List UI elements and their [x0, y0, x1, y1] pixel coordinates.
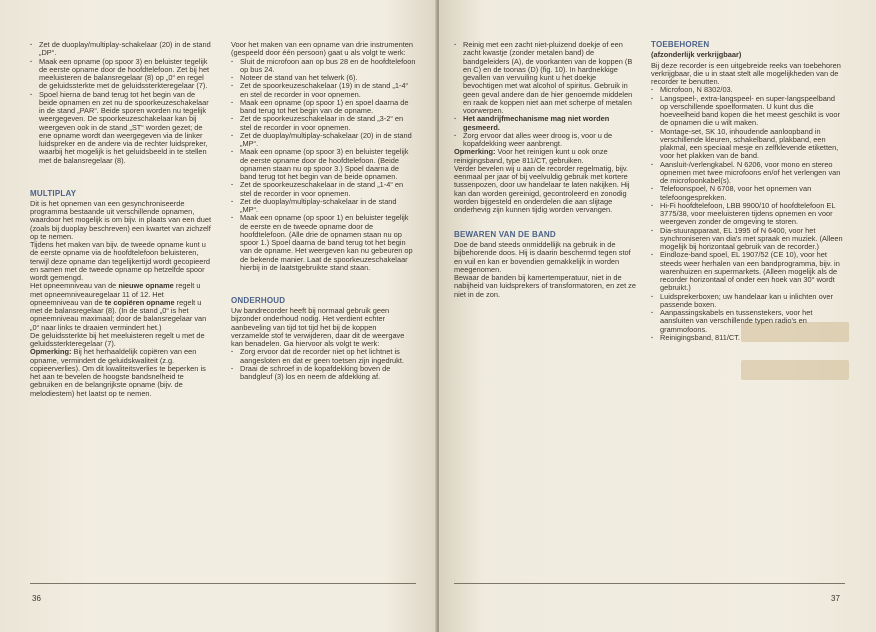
paragraph: Tijdens het maken van bijv. de tweede opname kunt u de eerste opname via de hoofdtelefoon beluisteren, terwijl deze opname dan tegelijkertijd wordt gecopieerd en samen met de tweede opname op hetzelfde spoor wordt gemengd.: [30, 240, 210, 282]
paragraph: Doe de band steeds onmiddellijk na gebruik in de bijbehorende doos. Hij is daarin beschermd tegen stof en vuil en kan er bovendien gemakkelijk in worden meegenomen.: [454, 240, 631, 274]
bullet-item: · Draai de schroef in de kopafdekking boven de bandgleuf (3) los en neem de afdekking af.: [231, 365, 416, 382]
bullet-item: · Luidsprekerboxen; uw handelaar kan u inlichten over passende boxen.: [651, 293, 845, 310]
bullet-item: · Zet de spoorkeuzeschakelaar in de stand „3-2“ en stel de recorder in voor opnemen.: [231, 115, 416, 132]
bullet-item: · Zet de spoorkeuzeschakelaar in de stand „1-4“ en stel de recorder in voor opnemen.: [231, 181, 416, 198]
spacer: [30, 173, 212, 181]
bullet-item: · Hi-Fi hoofdtelefoon, LBB 9900/10 of hoofdtelefoon EL 3775/38, voor meeluisteren tijdens opnemen en voor weergeven zonder de omgeving te storen.: [651, 202, 845, 227]
spacer: [30, 165, 212, 173]
paragraph: Opmerking: Bij het herhaaldelijk copiëren van een opname, vermindert de geluidskwaliteit (z.g. copieerverlies). Om dit kwaliteitsverlies te beperken is het aan te bevelen de hoogste bandsnelheid te gebruiken en de belangrijkste opname (bijv. de melodiestem) het laatst op te nemen.: [30, 347, 206, 398]
bullet-item: · Zet de duoplay/multiplay-schakelaar (20) in de stand „DP“.: [30, 41, 212, 58]
left-page-number: 36: [32, 594, 41, 603]
bullet-item: · Maak een opname (op spoor 1) en spoel daarna de band terug tot het begin van de opname.: [231, 99, 416, 116]
bullet-item: · Maak een opname (op spoor 3) en beluister tegelijk de eerste opname door de hoofdtelefoon. Zet bij het meeluisteren de balansregelaar (8) op „0“ en regel de geluidssterkte met de geluidssterkteregelaar (7).: [30, 58, 212, 91]
bullet-item: · Zet de spoorkeuzeschakelaar (19) in de stand „1-4“ en stel de recorder in voor opnemen.: [231, 82, 416, 99]
spacer: [231, 280, 416, 288]
bullet-item: · Spoel hierna de band terug tot het begin van de beide opnamen en zet nu de spoorkeuzeschakelaar in de stand „PAR“. Beide sporen worden nu tegelijk weergegeven. De spoorkeuzeschakelaar kan bij weergeven ook in de stand „ST“ worden gezet; de ene opname wordt dan weergegeven via de linker luidspreker en de andere via de rechter luidspreker, waarbij het mogelijk is het geluidsbeeld in te stellen met de balansregelaar (8).: [30, 91, 212, 165]
left-page-column-1: [30, 41, 212, 398]
bullet-item: · Reinig met een zacht niet-pluizend doekje of een zacht kwastje (zonder metalen band) de bandgeleiders (A), de voorkanten van de koppen (B en C) en de toonas (D) (fig. 10). In hardnekkige gevallen van vervuiling kunt u het doekje bevochtigen met wat alcohol of spiritus. Gebruik in geen geval andere dan de hier genoemde middelen en raak de koppen niet aan met scherpe of metalen voorwerpen.: [454, 41, 636, 115]
bullet-item: · Aansluit-/verlengkabel. N 6206, voor mono en stereo opnemen met twee microfoons en/of het verlengen van de microfoonkabel(s).: [651, 161, 845, 186]
left-page-column-2: [231, 41, 416, 381]
highlight-mark: [741, 360, 849, 380]
bullet-item: · Maak een opname (op spoor 3) en beluister tegelijk de eerste opname door de hoofdtelefoon. (Beide opnamen staan nu op spoor 3.) Spoel daarna de band terug tot het begin van de beide opnamen.: [231, 148, 416, 181]
section-heading: BEWAREN VAN DE BAND: [454, 229, 556, 239]
bullet-item: · Eindloze-band spoel, EL 1907/52 (CE 10), voor het steeds weer herhalen van een bandprogramma, bijv. in warenhuizen en supermarkets. (Alleen mogelijk als de recorder horizontaal of onder een hoek van 30° wordt gebruikt.): [651, 251, 845, 292]
paragraph: Uw bandrecorder heeft bij normaal gebruik geen bijzonder onderhoud nodig. Het verdient echter aanbeveling van tijd tot tijd het bij de koppen verzamelde stof te verwijderen, daar dit de weergave kan benadelen. Ga hiervoor als volgt te werk:: [231, 306, 405, 348]
bullet-item: · Telefoonspoel, N 6708, voor het opnemen van telefoongesprekken.: [651, 185, 845, 202]
bullet-item: · Microfoon, N 8302/03.: [651, 86, 845, 94]
paragraph: Verder bevelen wij u aan de recorder regelmatig, bijv. eenmaal per jaar of bij veelvuldig gebruik met kortere tussenpozen, door uw handelaar te laten nakijken. Hij kan dan worden gereinigd, gecontroleerd en zonodig worden bijgesteld en onderdelen die aan slijtage onderhevig zijn kunnen tijdig worden vervangen.: [454, 163, 630, 214]
bullet-item: · Dia-stuurapparaat, EL 1995 of N 6400, voor het synchroniseren van dia's met spraak en muziek. (Alleen mogelijk bij horizontaal gebruik van de recorder.): [651, 227, 845, 252]
paragraph: Opmerking: Voor het reinigen kunt u ook onze reinigingsband, type 811/CT, gebruiken.: [454, 147, 608, 165]
right-page-number: 37: [831, 594, 840, 603]
spacer: [231, 272, 416, 280]
paragraph: Voor het maken van een opname van drie instrumenten (gespeeld door één persoon) gaat u als volgt te werk:: [231, 40, 414, 58]
right-page-column-1: [454, 41, 636, 299]
spacer: [454, 214, 636, 222]
section-heading: MULTIPLAY: [30, 188, 77, 198]
bullet-item: · Zorg ervoor dat de recorder niet op het lichtnet is aangesloten en dat er geen toetsen zijn ingedrukt.: [231, 348, 416, 365]
bullet-item: · Langspeel-, extra-langspeel- en super-langspeelband op verschillende spoelformaten. U kunt dus die hoeveelheid band kopen die het meest geschikt is voor de opnamen die u wilt maken.: [651, 95, 845, 128]
bullet-item: · Sluit de microfoon aan op bus 28 en de hoofdtelefoon op bus 24.: [231, 58, 416, 75]
paragraph: Het opneemniveau van de nieuwe opname regelt u met opneemniveauregelaar 11 of 12. Het opneemniveau van de te copiëren opname regelt u met de balansregelaar (8). (In de stand „0“ is het opneemniveau maximaal; door de balansregelaar van „0“ naar links te draaien vermindert het.): [30, 281, 207, 332]
paragraph: De geluidssterkte bij het meeluisteren regelt u met de geluidssterkteregelaar (7).: [30, 330, 205, 348]
bullet-item: · Noteer de stand van het telwerk (6).: [231, 74, 416, 82]
right-page: [439, 0, 876, 632]
bullet-item: · Maak een opname (op spoor 1) en beluister tegelijk de eerste en de tweede opname door de hoofdtelefoon. (Alle drie de opnamen staan nu op spoor 1.) Spoel daarna de band terug tot het begin van de opname. Het weergeven kan nu gebeuren op de bekende manier. Laat de spoorkeuzeschakelaar hierbij in de laatstgebruikte stand staan.: [231, 214, 416, 272]
right-page-footer-rule: [454, 583, 845, 584]
bullet-item: · Aanpassingskabels en tussenstekers, voor het aansluiten van verschillende typen radio's en grammofoons.: [651, 309, 845, 334]
bullet-item: · Het aandrijfmechanisme mag niet worden gesmeerd.: [454, 115, 636, 132]
bullet-item: · Zorg ervoor dat alles weer droog is, voor u de kopafdekking weer aanbrengt.: [454, 132, 636, 149]
right-page-column-2: [651, 41, 845, 342]
section-heading: TOEBEHOREN: [651, 40, 710, 49]
paragraph: Bij deze recorder is een uitgebreide reeks van toebehoren verkrijgbaar, die u in staat stelt alle mogelijkheden van de recorder te benutten.: [651, 60, 841, 86]
bullet-item: · Zet de duoplay/multiplay-schakelaar in de stand „MP“.: [231, 198, 416, 215]
bullet-item: · Reinigingsband, 811/CT.: [651, 334, 845, 342]
left-page: [0, 0, 437, 632]
left-page-footer-rule: [30, 583, 416, 584]
paragraph: Dit is het opnemen van een gesynchroniseerde programma bestaande uit verschillende opnamen, waardoor het mogelijk is om bijv. in plaats van een duet (zoals bij duoplay beschreven) een kwartet van zichzelf op te nemen.: [30, 198, 212, 241]
bullet-item: · Montage-set, SK 10, inhoudende aanloopband in verschillende kleuren, schakelband, plakband, een plakmal, een speciaal mesje en zelfklevende etiketten, voor het plakken van de band.: [651, 128, 845, 161]
bullet-item: · Zet de duoplay/multiplay-schakelaar (20) in de stand „MP“.: [231, 132, 416, 149]
section-subheading: (afzonderlijk verkrijgbaar): [651, 50, 742, 60]
section-heading: ONDERHOUD: [231, 295, 286, 305]
paragraph: Bewaar de banden bij kamertemperatuur, niet in de nabijheid van luidsprekers of transformatoren, en zet ze niet in de zon.: [454, 273, 636, 299]
